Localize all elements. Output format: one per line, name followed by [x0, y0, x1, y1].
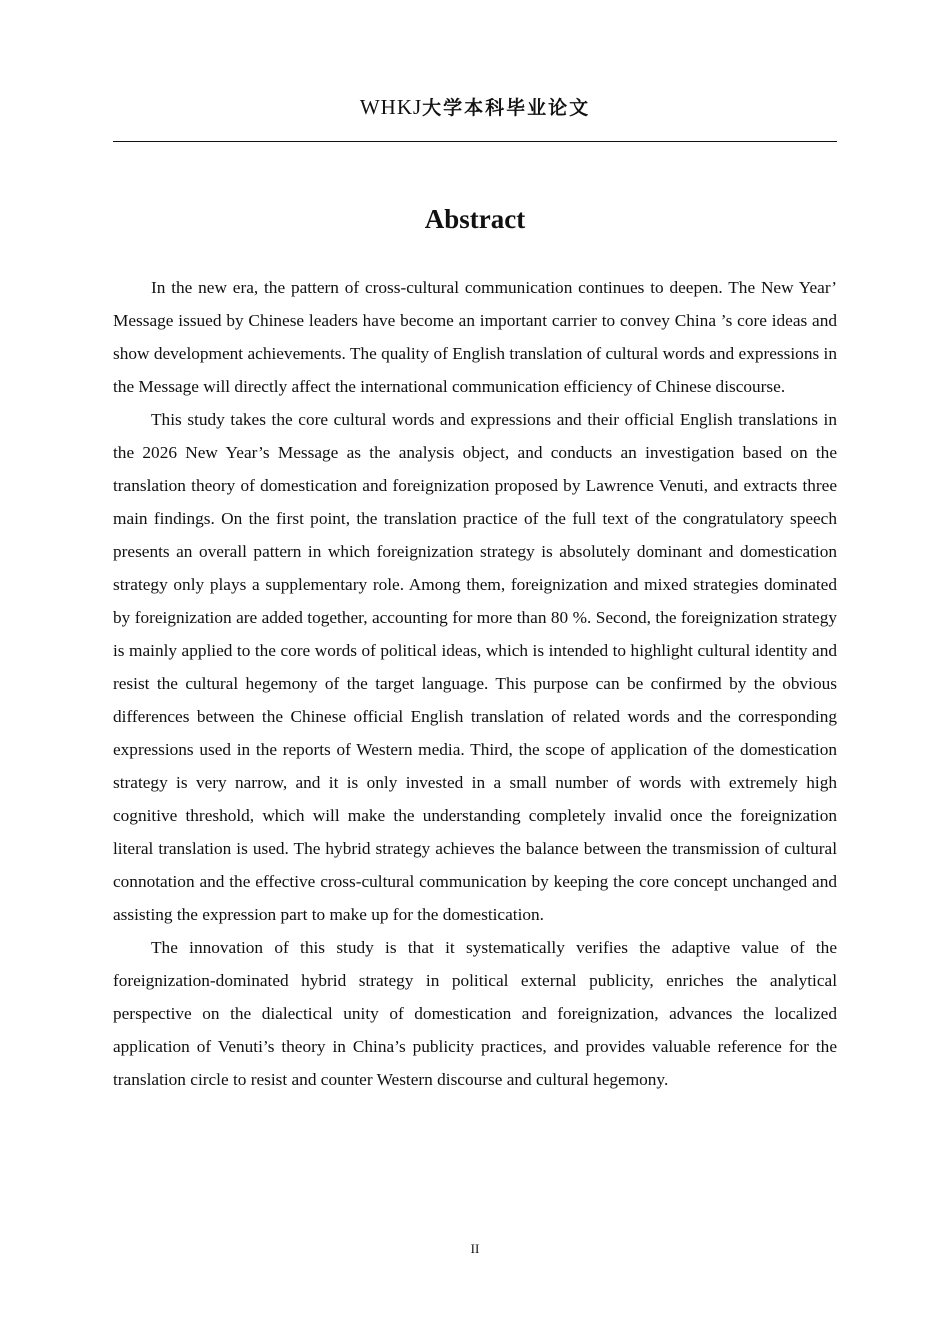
header-latin: WHKJ [359, 95, 423, 119]
abstract-paragraph-2: This study takes the core cultural words and expressions and their official English translations in the 2026 New Year’s Message as the analysis object, and conducts an investigation based on the translation theory of domestication and foreignization proposed by Lawrence Venuti, and extracts three main findings. On the first point, the translation practice of the full text of the congratulatory speech presents an overall pattern in which foreignization strategy is absolutely dominant and domestication strategy only plays a supplementary role. Among them, foreignization and mixed strategies dominated by foreignization are added together, accounting for more than 80 %. Second, the foreignization strategy is mainly applied to the core words of political ideas, which is intended to highlight cultural identity and resist the cultural hegemony of the target language. This purpose can be confirmed by the obvious differences between the Chinese official English translation of related words and the corresponding expressions used in the reports of Western media. Third, the scope of application of the domestication strategy is very narrow, and it is only invested in a small number of words with extremely high cognitive threshold, which will make the understanding completely invalid once the foreignization literal translation is used. The hybrid strategy achieves the balance between the transmission of cultural connotation and the effective cross-cultural communication by keeping the core concept unchanged and assisting the expression part to make up for the domestication. [113, 410, 837, 924]
header-chinese: 大学本科毕业论文 [422, 97, 591, 119]
header-rule [113, 141, 837, 142]
abstract-title: Abstract [424, 204, 526, 234]
abstract-paragraph-3: The innovation of this study is that it systematically verifies the adaptive value of the foreignization-dominated hybrid strategy in political external publicity, enriches the analytical perspective on the dialectical unity of domestication and foreignization, advances the localized application of Venuti’s theory in China’s publicity practices, and provides valuable reference for the translation circle to resist and counter Western discourse and cultural hegemony. [113, 938, 837, 1089]
abstract-body [113, 271, 837, 1096]
page-number: II [470, 1241, 480, 1256]
abstract-paragraph-1: In the new era, the pattern of cross-cultural communication continues to deepen. The New Year’ Message issued by Chinese leaders have become an important carrier to convey China ’s core ideas and show development achievements. The quality of English translation of cultural words and expressions in the Message will directly affect the international communication efficiency of Chinese discourse. [113, 278, 837, 396]
running-header [113, 92, 837, 123]
